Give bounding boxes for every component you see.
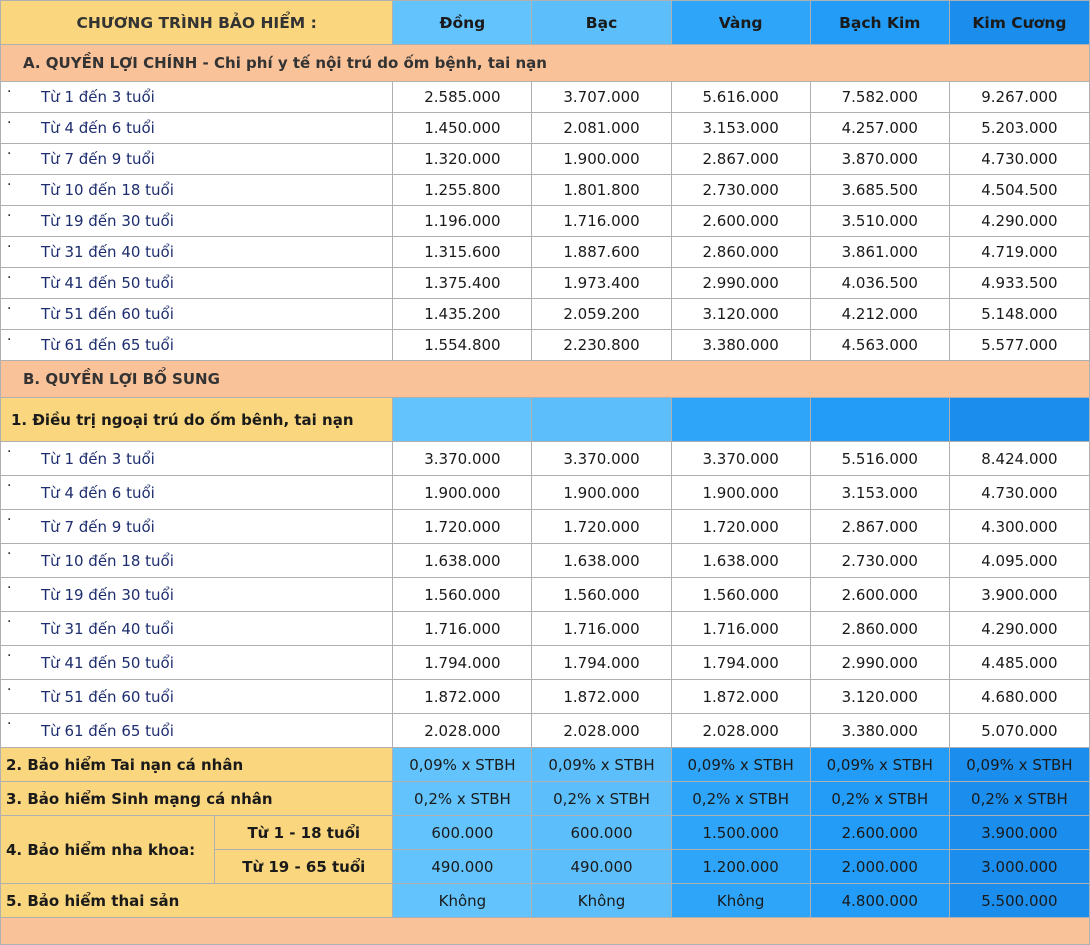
- accident-insurance-value: 0,09% x STBH: [949, 748, 1089, 782]
- inpatient-age-label: [1, 144, 393, 175]
- outpatient-value: 2.028.000: [671, 714, 810, 748]
- tier-color-cell: [949, 398, 1089, 442]
- outpatient-value: 1.872.000: [532, 680, 671, 714]
- outpatient-value: 2.990.000: [810, 646, 949, 680]
- bullet-icon: ·: [7, 580, 12, 596]
- outpatient-value: 3.153.000: [810, 476, 949, 510]
- outpatient-value: 1.716.000: [393, 612, 532, 646]
- maternity-insurance-value: Không: [532, 884, 671, 918]
- outpatient-value: 1.872.000: [393, 680, 532, 714]
- bullet-icon: ·: [7, 146, 12, 162]
- outpatient-value: 2.860.000: [810, 612, 949, 646]
- age-range-text: Từ 19 đến 30 tuổi: [41, 212, 174, 230]
- outpatient-value: 1.794.000: [671, 646, 810, 680]
- age-range-text: Từ 7 đến 9 tuổi: [41, 150, 155, 168]
- inpatient-value: 2.860.000: [671, 237, 810, 268]
- dental-value: 1.200.000: [671, 850, 810, 884]
- outpatient-age-label: [1, 510, 393, 544]
- age-range-text: Từ 10 đến 18 tuổi: [41, 181, 174, 199]
- outpatient-value: 4.095.000: [949, 544, 1089, 578]
- inpatient-value: 1.900.000: [532, 144, 671, 175]
- inpatient-value: 5.203.000: [949, 113, 1089, 144]
- inpatient-value: 1.315.600: [393, 237, 532, 268]
- inpatient-age-label: [1, 299, 393, 330]
- life-insurance-row: [1, 782, 1090, 816]
- outpatient-row: [1, 544, 1090, 578]
- age-range-text: Từ 51 đến 60 tuổi: [41, 687, 174, 706]
- outpatient-row: [1, 578, 1090, 612]
- inpatient-value: 2.730.000: [671, 175, 810, 206]
- inpatient-value: 2.600.000: [671, 206, 810, 237]
- outpatient-row: [1, 442, 1090, 476]
- life-insurance-value: 0,2% x STBH: [671, 782, 810, 816]
- maternity-insurance-value: 5.500.000: [949, 884, 1089, 918]
- inpatient-value: 4.036.500: [810, 268, 949, 299]
- outpatient-value: 4.730.000: [949, 476, 1089, 510]
- bullet-icon: ·: [7, 208, 12, 224]
- bullet-icon: ·: [7, 332, 12, 348]
- inpatient-value: 1.554.800: [393, 330, 532, 361]
- inpatient-value: 2.230.800: [532, 330, 671, 361]
- outpatient-title: 1. Điều trị ngoại trú do ốm bênh, tai nạn: [1, 398, 393, 442]
- inpatient-value: 5.577.000: [949, 330, 1089, 361]
- outpatient-row: [1, 476, 1090, 510]
- section-a-row: [1, 45, 1090, 82]
- life-insurance-value: 0,2% x STBH: [393, 782, 532, 816]
- inpatient-value: 4.563.000: [810, 330, 949, 361]
- outpatient-age-label: [1, 680, 393, 714]
- outpatient-value: 1.638.000: [532, 544, 671, 578]
- tier-color-cell: [810, 398, 949, 442]
- inpatient-value: 7.582.000: [810, 82, 949, 113]
- age-range-text: Từ 61 đến 65 tuổi: [41, 336, 174, 354]
- age-range-text: Từ 61 đến 65 tuổi: [41, 721, 174, 740]
- inpatient-age-label: [1, 206, 393, 237]
- footer-band-row: [1, 918, 1090, 945]
- plan-header-2: Bạc: [532, 1, 671, 45]
- outpatient-value: 1.560.000: [393, 578, 532, 612]
- outpatient-value: 3.120.000: [810, 680, 949, 714]
- outpatient-value: 1.560.000: [532, 578, 671, 612]
- inpatient-value: 1.887.600: [532, 237, 671, 268]
- outpatient-row: [1, 612, 1090, 646]
- header-row: [1, 1, 1090, 45]
- inpatient-value: 4.933.500: [949, 268, 1089, 299]
- program-title: CHƯƠNG TRÌNH BẢO HIỂM :: [1, 1, 393, 45]
- inpatient-value: 1.973.400: [532, 268, 671, 299]
- tier-color-cell: [532, 398, 671, 442]
- outpatient-value: 1.720.000: [532, 510, 671, 544]
- dental-value: 2.600.000: [810, 816, 949, 850]
- inpatient-value: 4.504.500: [949, 175, 1089, 206]
- plan-header-5: Kim Cương: [949, 1, 1089, 45]
- age-range-text: Từ 1 đến 3 tuổi: [41, 449, 155, 468]
- inpatient-row: [1, 144, 1090, 175]
- dental-value: 2.000.000: [810, 850, 949, 884]
- outpatient-value: 4.485.000: [949, 646, 1089, 680]
- section-b-row: [1, 361, 1090, 398]
- outpatient-value: 1.794.000: [532, 646, 671, 680]
- bullet-icon: ·: [7, 682, 12, 698]
- accident-insurance-row: [1, 748, 1090, 782]
- inpatient-age-label: [1, 113, 393, 144]
- bullet-icon: ·: [7, 716, 12, 732]
- inpatient-value: 2.059.200: [532, 299, 671, 330]
- inpatient-age-label: [1, 268, 393, 299]
- inpatient-value: 1.435.200: [393, 299, 532, 330]
- inpatient-value: 1.450.000: [393, 113, 532, 144]
- outpatient-value: 1.900.000: [532, 476, 671, 510]
- outpatient-header-row: [1, 398, 1090, 442]
- outpatient-value: 5.070.000: [949, 714, 1089, 748]
- tier-color-cell: [393, 398, 532, 442]
- age-range-text: Từ 7 đến 9 tuổi: [41, 517, 155, 536]
- outpatient-value: 3.370.000: [393, 442, 532, 476]
- inpatient-value: 5.148.000: [949, 299, 1089, 330]
- bullet-icon: ·: [7, 648, 12, 664]
- accident-insurance-value: 0,09% x STBH: [671, 748, 810, 782]
- bullet-icon: ·: [7, 84, 12, 100]
- outpatient-row: [1, 510, 1090, 544]
- age-range-text: Từ 31 đến 40 tuổi: [41, 243, 174, 261]
- section-b-title: B. QUYỀN LỢI BỔ SUNG: [1, 361, 1090, 398]
- outpatient-value: 8.424.000: [949, 442, 1089, 476]
- inpatient-value: 4.290.000: [949, 206, 1089, 237]
- outpatient-value: 3.380.000: [810, 714, 949, 748]
- outpatient-value: 1.716.000: [532, 612, 671, 646]
- outpatient-value: 1.638.000: [393, 544, 532, 578]
- life-insurance-value: 0,2% x STBH: [810, 782, 949, 816]
- inpatient-value: 9.267.000: [949, 82, 1089, 113]
- outpatient-value: 3.900.000: [949, 578, 1089, 612]
- footer-band: [1, 918, 1090, 945]
- outpatient-value: 2.867.000: [810, 510, 949, 544]
- inpatient-value: 4.212.000: [810, 299, 949, 330]
- outpatient-value: 1.638.000: [671, 544, 810, 578]
- outpatient-value: 2.730.000: [810, 544, 949, 578]
- inpatient-value: 3.380.000: [671, 330, 810, 361]
- bullet-icon: ·: [7, 270, 12, 286]
- inpatient-value: 1.255.800: [393, 175, 532, 206]
- inpatient-row: [1, 206, 1090, 237]
- inpatient-row: [1, 299, 1090, 330]
- inpatient-value: 1.801.800: [532, 175, 671, 206]
- outpatient-age-label: [1, 578, 393, 612]
- inpatient-value: 1.196.000: [393, 206, 532, 237]
- outpatient-value: 1.794.000: [393, 646, 532, 680]
- bullet-icon: ·: [7, 301, 12, 317]
- dental-value: 490.000: [393, 850, 532, 884]
- inpatient-row: [1, 82, 1090, 113]
- inpatient-row: [1, 330, 1090, 361]
- plan-header-3: Vàng: [671, 1, 810, 45]
- accident-insurance-value: 0,09% x STBH: [810, 748, 949, 782]
- age-range-text: Từ 41 đến 50 tuổi: [41, 653, 174, 672]
- section-a-title: A. QUYỀN LỢI CHÍNH - Chi phí y tế nội trú do ốm bệnh, tai nạn: [1, 45, 1090, 82]
- maternity-insurance-value: Không: [671, 884, 810, 918]
- inpatient-value: 3.685.500: [810, 175, 949, 206]
- outpatient-value: 1.560.000: [671, 578, 810, 612]
- outpatient-value: 2.028.000: [393, 714, 532, 748]
- maternity-insurance-row: [1, 884, 1090, 918]
- outpatient-age-label: [1, 544, 393, 578]
- inpatient-value: 1.716.000: [532, 206, 671, 237]
- inpatient-value: 5.616.000: [671, 82, 810, 113]
- dental-value: 1.500.000: [671, 816, 810, 850]
- inpatient-value: 2.585.000: [393, 82, 532, 113]
- inpatient-row: [1, 113, 1090, 144]
- inpatient-row: [1, 175, 1090, 206]
- maternity-insurance-value: Không: [393, 884, 532, 918]
- life-insurance-value: 0,2% x STBH: [532, 782, 671, 816]
- inpatient-value: 4.730.000: [949, 144, 1089, 175]
- outpatient-row: [1, 714, 1090, 748]
- age-range-text: Từ 51 đến 60 tuổi: [41, 305, 174, 323]
- bullet-icon: ·: [7, 239, 12, 255]
- dental-value: 3.000.000: [949, 850, 1089, 884]
- inpatient-value: 4.257.000: [810, 113, 949, 144]
- dental-insurance-label: 4. Bảo hiểm nha khoa:: [1, 816, 215, 884]
- age-range-text: Từ 10 đến 18 tuổi: [41, 551, 174, 570]
- dental-row: [1, 816, 1090, 850]
- dental-value: 600.000: [532, 816, 671, 850]
- inpatient-value: 3.510.000: [810, 206, 949, 237]
- inpatient-row: [1, 237, 1090, 268]
- outpatient-value: 3.370.000: [532, 442, 671, 476]
- bullet-icon: ·: [7, 512, 12, 528]
- outpatient-value: 2.600.000: [810, 578, 949, 612]
- outpatient-value: 4.680.000: [949, 680, 1089, 714]
- inpatient-value: 1.320.000: [393, 144, 532, 175]
- plan-header-1: Đồng: [393, 1, 532, 45]
- inpatient-age-label: [1, 330, 393, 361]
- outpatient-row: [1, 680, 1090, 714]
- accident-insurance-value: 0,09% x STBH: [393, 748, 532, 782]
- outpatient-value: 3.370.000: [671, 442, 810, 476]
- outpatient-value: 1.900.000: [671, 476, 810, 510]
- bullet-icon: ·: [7, 115, 12, 131]
- dental-age-label: Từ 1 - 18 tuổi: [215, 816, 393, 850]
- inpatient-value: 3.870.000: [810, 144, 949, 175]
- life-insurance-label: 3. Bảo hiểm Sinh mạng cá nhân: [1, 782, 393, 816]
- dental-value: 3.900.000: [949, 816, 1089, 850]
- maternity-insurance-label: 5. Bảo hiểm thai sản: [1, 884, 393, 918]
- age-range-text: Từ 1 đến 3 tuổi: [41, 88, 155, 106]
- bullet-icon: ·: [7, 614, 12, 630]
- outpatient-age-label: [1, 442, 393, 476]
- outpatient-value: 4.300.000: [949, 510, 1089, 544]
- inpatient-age-label: [1, 237, 393, 268]
- dental-value: 490.000: [532, 850, 671, 884]
- inpatient-value: 2.867.000: [671, 144, 810, 175]
- tier-color-cell: [671, 398, 810, 442]
- outpatient-value: 1.720.000: [671, 510, 810, 544]
- bullet-icon: ·: [7, 546, 12, 562]
- outpatient-value: 1.900.000: [393, 476, 532, 510]
- inpatient-value: 2.081.000: [532, 113, 671, 144]
- age-range-text: Từ 4 đến 6 tuổi: [41, 483, 155, 502]
- bullet-icon: ·: [7, 444, 12, 460]
- inpatient-value: 3.120.000: [671, 299, 810, 330]
- accident-insurance-value: 0,09% x STBH: [532, 748, 671, 782]
- inpatient-value: 4.719.000: [949, 237, 1089, 268]
- outpatient-value: 2.028.000: [532, 714, 671, 748]
- accident-insurance-label: 2. Bảo hiểm Tai nạn cá nhân: [1, 748, 393, 782]
- age-range-text: Từ 19 đến 30 tuổi: [41, 585, 174, 604]
- bullet-icon: ·: [7, 478, 12, 494]
- outpatient-value: 5.516.000: [810, 442, 949, 476]
- inpatient-value: 3.707.000: [532, 82, 671, 113]
- outpatient-age-label: [1, 646, 393, 680]
- plan-header-4: Bạch Kim: [810, 1, 949, 45]
- age-range-text: Từ 41 đến 50 tuổi: [41, 274, 174, 292]
- outpatient-value: 4.290.000: [949, 612, 1089, 646]
- inpatient-value: 3.861.000: [810, 237, 949, 268]
- dental-value: 600.000: [393, 816, 532, 850]
- outpatient-age-label: [1, 612, 393, 646]
- inpatient-age-label: [1, 82, 393, 113]
- bullet-icon: ·: [7, 177, 12, 193]
- inpatient-value: 1.375.400: [393, 268, 532, 299]
- outpatient-age-label: [1, 714, 393, 748]
- outpatient-value: 1.716.000: [671, 612, 810, 646]
- life-insurance-value: 0,2% x STBH: [949, 782, 1089, 816]
- dental-age-label: Từ 19 - 65 tuổi: [215, 850, 393, 884]
- age-range-text: Từ 4 đến 6 tuổi: [41, 119, 155, 137]
- outpatient-age-label: [1, 476, 393, 510]
- outpatient-value: 1.872.000: [671, 680, 810, 714]
- age-range-text: Từ 31 đến 40 tuổi: [41, 619, 174, 638]
- inpatient-value: 3.153.000: [671, 113, 810, 144]
- maternity-insurance-value: 4.800.000: [810, 884, 949, 918]
- inpatient-row: [1, 268, 1090, 299]
- outpatient-row: [1, 646, 1090, 680]
- inpatient-age-label: [1, 175, 393, 206]
- inpatient-value: 2.990.000: [671, 268, 810, 299]
- outpatient-value: 1.720.000: [393, 510, 532, 544]
